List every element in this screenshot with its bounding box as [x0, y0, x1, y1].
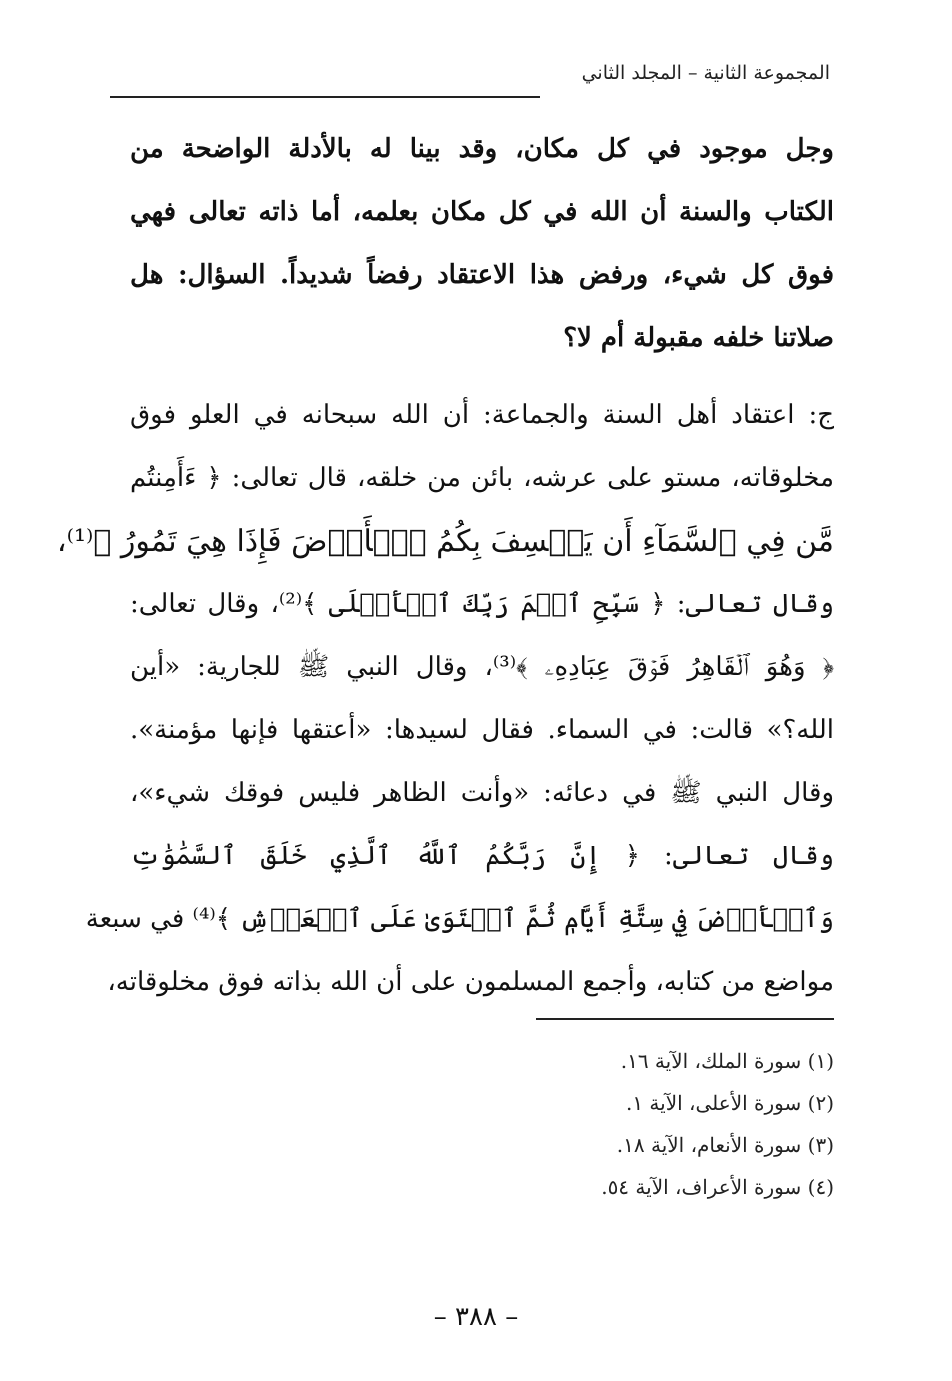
footnotes — [601, 1040, 834, 1208]
footnote-item: (١) سورة الملك، الآية ١٦. — [620, 1049, 834, 1073]
question-line: الكتاب والسنة أن الله في كل مكان بعلمه، أما ذاته تعالى فهي — [130, 197, 834, 227]
page-number: – ٣٨٨ – — [433, 1302, 519, 1332]
answer-line: ﴿ وَهُوَ ٱلۡقَاهِرُ فَوۡقَ عِبَادِهِۦ ﴾⁽³⁾، وقال النبي ﷺ للجارية: «أين — [130, 652, 834, 682]
footnote-item: (٢) سورة الأعلى، الآية ١. — [625, 1091, 834, 1115]
answer-line: وقال تعالى: ﴿ سَبِّحِ ٱسۡمَ رَبِّكَ ٱلۡأَعۡلَى ﴾⁽²⁾، وقال تعالى: — [130, 589, 834, 619]
answer-line: مواضع من كتابه، وأجمع المسلمون على أن الله بذاته فوق مخلوقاته، — [107, 967, 834, 997]
main-text — [56, 118, 834, 1014]
header-rule — [110, 96, 540, 98]
answer-line: وقال تعالى: ﴿ إِنَّ رَبَّكُمُ ٱللَّهُ ٱلَّذِي خَلَقَ ٱلسَّمَٰوَٰتِ — [130, 841, 834, 871]
paragraph-gap — [130, 370, 834, 384]
answer-line: وَٱلۡأَرۡضَ فِي سِتَّةِ أَيَّامٖ ثُمَّ ٱسۡتَوَىٰ عَلَى ٱلۡعَرۡشِ ﴾⁽⁴⁾ في سبعة — [85, 904, 834, 934]
footnote-item: (٤) سورة الأعراف، الآية ٥٤. — [601, 1175, 834, 1199]
answer-line: الله؟» قالت: في السماء. فقال لسيدها: «أعتقها فإنها مؤمنة». — [130, 715, 834, 745]
answer-line: مخلوقاته، مستو على عرشه، بائن من خلقه، قال تعالى: ﴿ ءَأَمِنتُم — [130, 463, 834, 493]
answer-line: وقال النبي ﷺ في دعائه: «وأنت الظاهر فليس فوقك شيء»، — [130, 778, 834, 808]
question-line: فوق كل شيء، ورفض هذا الاعتقاد رفضاً شديداً. السؤال: هل — [130, 260, 834, 290]
answer-line: مَّن فِي ٱلسَّمَآءِ أَن يَخۡسِفَ بِكُمُ ٱلۡأَرۡضَ فَإِذَا هِيَ تَمُورُ ﴾⁽¹⁾، — [56, 524, 834, 559]
question-line: وجل موجود في كل مكان، وقد بينا له بالأدلة الواضحة من — [130, 134, 834, 164]
running-header: المجموعة الثانية – المجلد الثاني — [581, 62, 830, 84]
footnote-rule — [536, 1018, 834, 1020]
footnote-item: (٣) سورة الأنعام، الآية ١٨. — [616, 1133, 834, 1157]
answer-line: ج: اعتقاد أهل السنة والجماعة: أن الله سبحانه في العلو فوق — [130, 400, 834, 430]
question-line: صلاتنا خلفه مقبولة أم لا؟ — [563, 323, 834, 353]
